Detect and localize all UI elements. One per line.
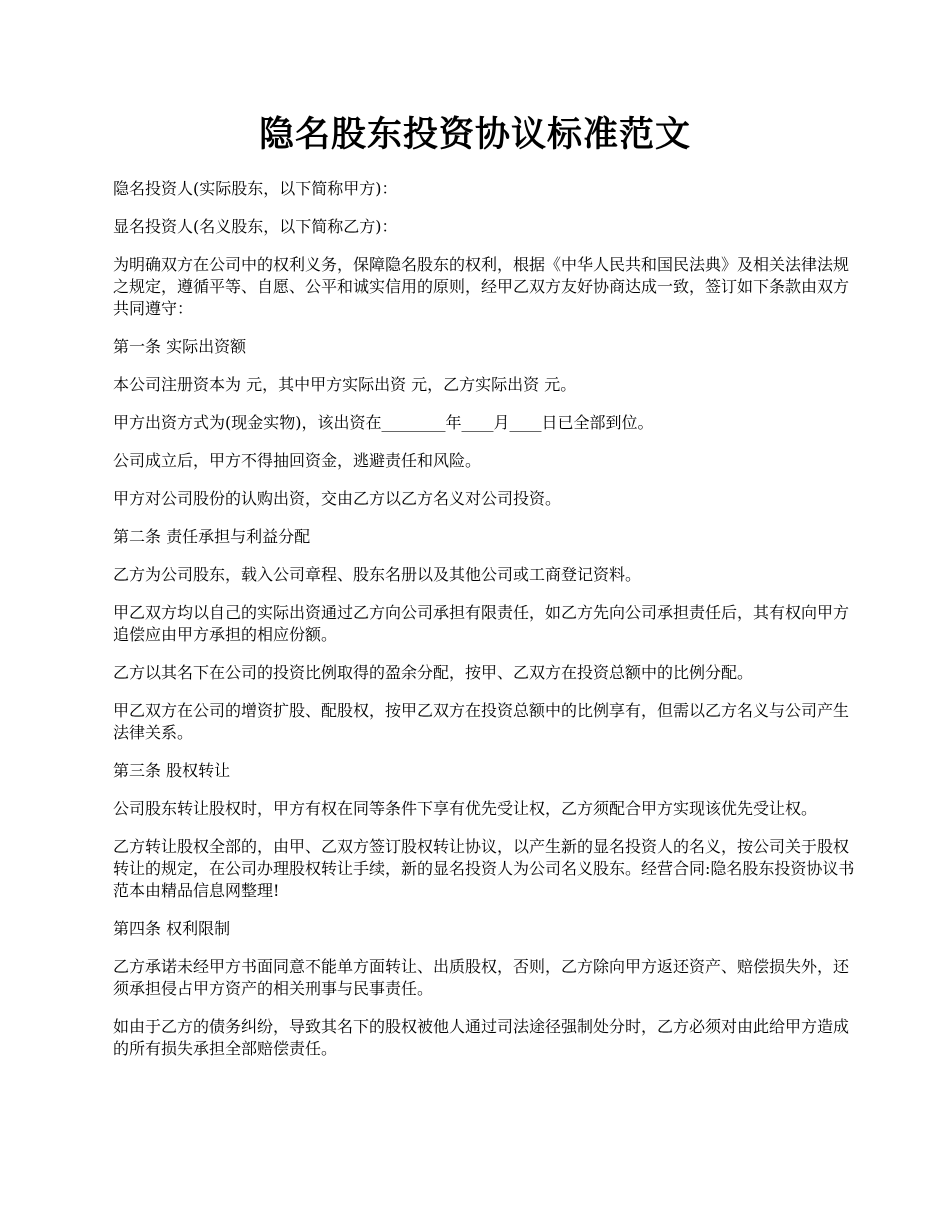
article-1-heading: 第一条 实际出资额 [113, 337, 247, 356]
document-body [113, 178, 858, 1076]
paragraph-party-a: 隐名投资人(实际股东，以下简称甲方)： [113, 179, 398, 198]
paragraph: 甲乙双方均以自己的实际出资通过乙方向公司承担有限责任，如乙方先向公司承担责任后，其有权向甲方追偿应由甲方承担的相应份额。 [113, 603, 850, 644]
article-3-heading: 第三条 股权转让 [113, 761, 231, 780]
paragraph: 如由于乙方的债务纠纷，导致其名下的股权被他人通过司法途径强制处分时，乙方必须对由此给甲方造成的所有损失承担全部赔偿责任。 [113, 1017, 850, 1058]
paragraph: 甲方对公司股份的认购出资，交由乙方以乙方名义对公司投资。 [113, 489, 562, 508]
paragraph: 乙方为公司股东，载入公司章程、股东名册以及其他公司或工商登记资料。 [113, 565, 642, 584]
paragraph-preamble: 为明确双方在公司中的权利义务，保障隐名股东的权利，根据《中华人民共和国民法典》及相关法律法规之规定，遵循平等、自愿、公平和诚实信用的原则，经甲乙双方友好协商达成一致，签订如下条款由双方共同遵守： [113, 255, 850, 318]
paragraph-party-b: 显名投资人(名义股东，以下简称乙方)： [113, 217, 398, 236]
article-4-heading: 第四条 权利限制 [113, 919, 231, 938]
paragraph: 公司股东转让股权时，甲方有权在同等条件下享有优先受让权，乙方须配合甲方实现该优先受让权。 [113, 799, 818, 818]
paragraph: 甲方出资方式为(现金实物)，该出资在________年____月____日已全部到位。 [113, 413, 654, 432]
paragraph: 乙方转让股权全部的，由甲、乙双方签订股权转让协议，以产生新的显名投资人的名义，按公司关于股权转让的规定，在公司办理股权转让手续，新的显名投资人为公司名义股东。经营合同:隐名股东投资协议书范本由精品信息网整理! [113, 837, 855, 900]
paragraph: 乙方承诺未经甲方书面同意不能单方面转让、出质股权，否则，乙方除向甲方返还资产、赔偿损失外，还须承担侵占甲方资产的相关刑事与民事责任。 [113, 957, 850, 998]
paragraph: 公司成立后，甲方不得抽回资金，逃避责任和风险。 [113, 451, 482, 470]
paragraph: 本公司注册资本为 元，其中甲方实际出资 元，乙方实际出资 元。 [113, 375, 577, 394]
paragraph: 甲乙双方在公司的增资扩股、配股权，按甲乙双方在投资总额中的比例享有，但需以乙方名义与公司产生法律关系。 [113, 701, 850, 742]
article-2-heading: 第二条 责任承担与利益分配 [113, 527, 311, 546]
document-title: 隐名股东投资协议标准范文 [258, 114, 691, 155]
paragraph: 乙方以其名下在公司的投资比例取得的盈余分配，按甲、乙双方在投资总额中的比例分配。 [113, 663, 754, 682]
